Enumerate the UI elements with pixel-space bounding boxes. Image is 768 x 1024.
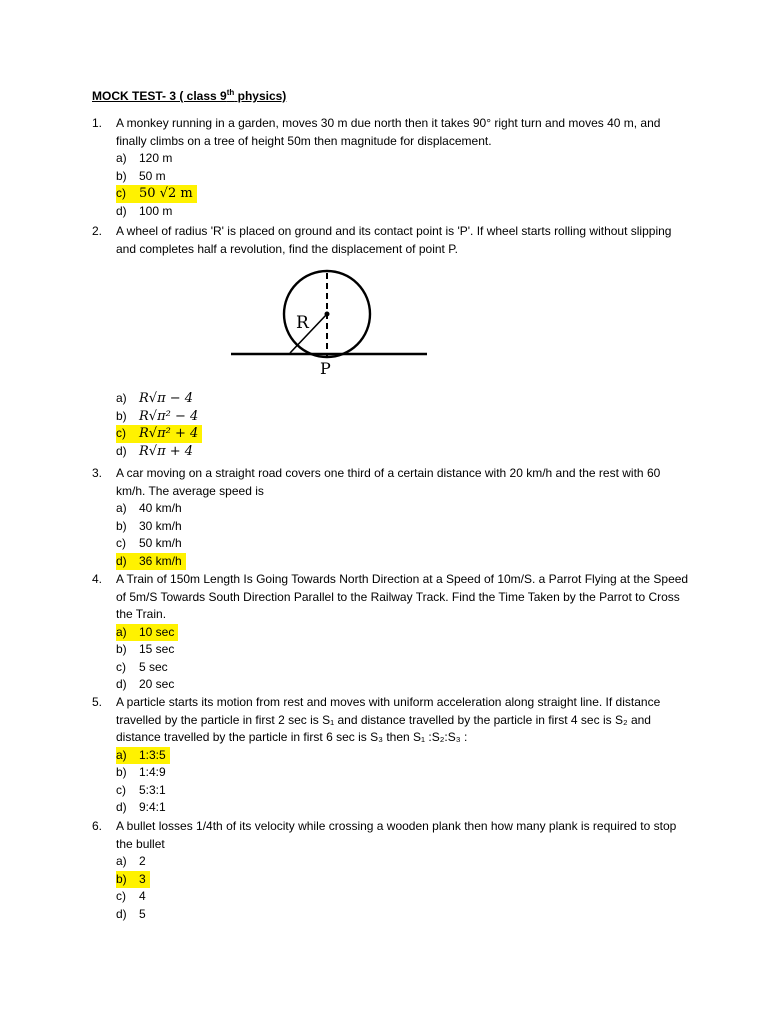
- question-5: [92, 694, 692, 817]
- radius-label: R: [296, 313, 309, 333]
- question-number: 1.: [92, 116, 103, 130]
- option-c: c) 5:3:1: [116, 782, 166, 797]
- question-number: 3.: [92, 466, 103, 480]
- option-b: b) 15 sec: [116, 642, 175, 656]
- option-d: d) 9:4:1: [116, 800, 166, 814]
- question-6: [92, 818, 692, 923]
- question-2-options: [92, 390, 692, 460]
- option-d: d) 5: [116, 906, 146, 921]
- question-text: A particle starts its motion from rest and moves with uniform acceleration along straight line. If distance travelled by the particle in first 2 sec is S₁ and distance travelled by the particle in first 4 sec is S₂ and distance travelled by the particle in first 6 sec is S₃ then S₁ :S₂:S₃ :: [116, 695, 661, 744]
- option-a: a) R√π − 4: [116, 391, 194, 406]
- wheel-center: [325, 312, 330, 317]
- question-number: 4.: [92, 572, 103, 586]
- option-a-answer: a) 10 sec: [116, 624, 692, 642]
- option-c-answer: c) 50 √2 m: [116, 185, 692, 203]
- option-c-answer: c) R√π² + 4: [116, 425, 692, 443]
- option-a-answer: a) 1:3:5: [116, 747, 692, 765]
- option-d-answer: d) 36 km/h: [116, 553, 692, 571]
- option-d: d) 100 m: [116, 203, 173, 218]
- contact-point-label: P: [320, 359, 331, 378]
- option-b: b) R√π² − 4: [116, 408, 199, 424]
- wheel-diagram: [226, 268, 436, 380]
- question-text: A bullet losses 1/4th of its velocity while crossing a wooden plank then how many plank is required to stop the bullet: [116, 819, 677, 851]
- option-d: d) R√π + 4: [116, 443, 194, 459]
- question-2: [92, 223, 692, 258]
- option-b: b) 1:4:9: [116, 765, 166, 779]
- question-text: A car moving on a straight road covers one third of a certain distance with 20 km/h and the rest with 60 km/h. The average speed is: [116, 466, 661, 498]
- question-text: A wheel of radius 'R' is placed on ground and its contact point is 'P'. If wheel starts rolling without slipping and completes half a revolution, find the displacement of point P.: [116, 224, 672, 256]
- page-title: MOCK TEST- 3 ( class 9th physics): [92, 88, 287, 103]
- option-c: c) 5 sec: [116, 659, 168, 674]
- option-d: d) 20 sec: [116, 677, 175, 691]
- question-1: [92, 115, 692, 220]
- question-4: [92, 571, 692, 694]
- option-b-answer: b) 3: [116, 871, 692, 889]
- option-c: c) 50 km/h: [116, 536, 182, 550]
- option-a: a) 2: [116, 854, 146, 868]
- option-a: a) 120 m: [116, 151, 173, 165]
- option-a: a) 40 km/h: [116, 501, 182, 515]
- question-text: A monkey running in a garden, moves 30 m due north then it takes 90° right turn and moves 40 m, and finally climbs on a tree of height 50m then magnitude for displacement.: [116, 116, 661, 148]
- question-3: [92, 465, 692, 570]
- question-text: A Train of 150m Length Is Going Towards North Direction at a Speed of 10m/S. a Parrot Flying at the Speed of 5m/S Towards South Direction Parallel to the Railway Track. Find the Time Taken by the Parrot to Cross the Train.: [116, 572, 689, 621]
- option-b: b) 50 m: [116, 168, 166, 183]
- option-c: c) 4: [116, 889, 146, 903]
- question-number: 5.: [92, 695, 103, 709]
- question-number: 6.: [92, 819, 103, 833]
- question-number: 2.: [92, 224, 103, 238]
- option-b: b) 30 km/h: [116, 518, 182, 533]
